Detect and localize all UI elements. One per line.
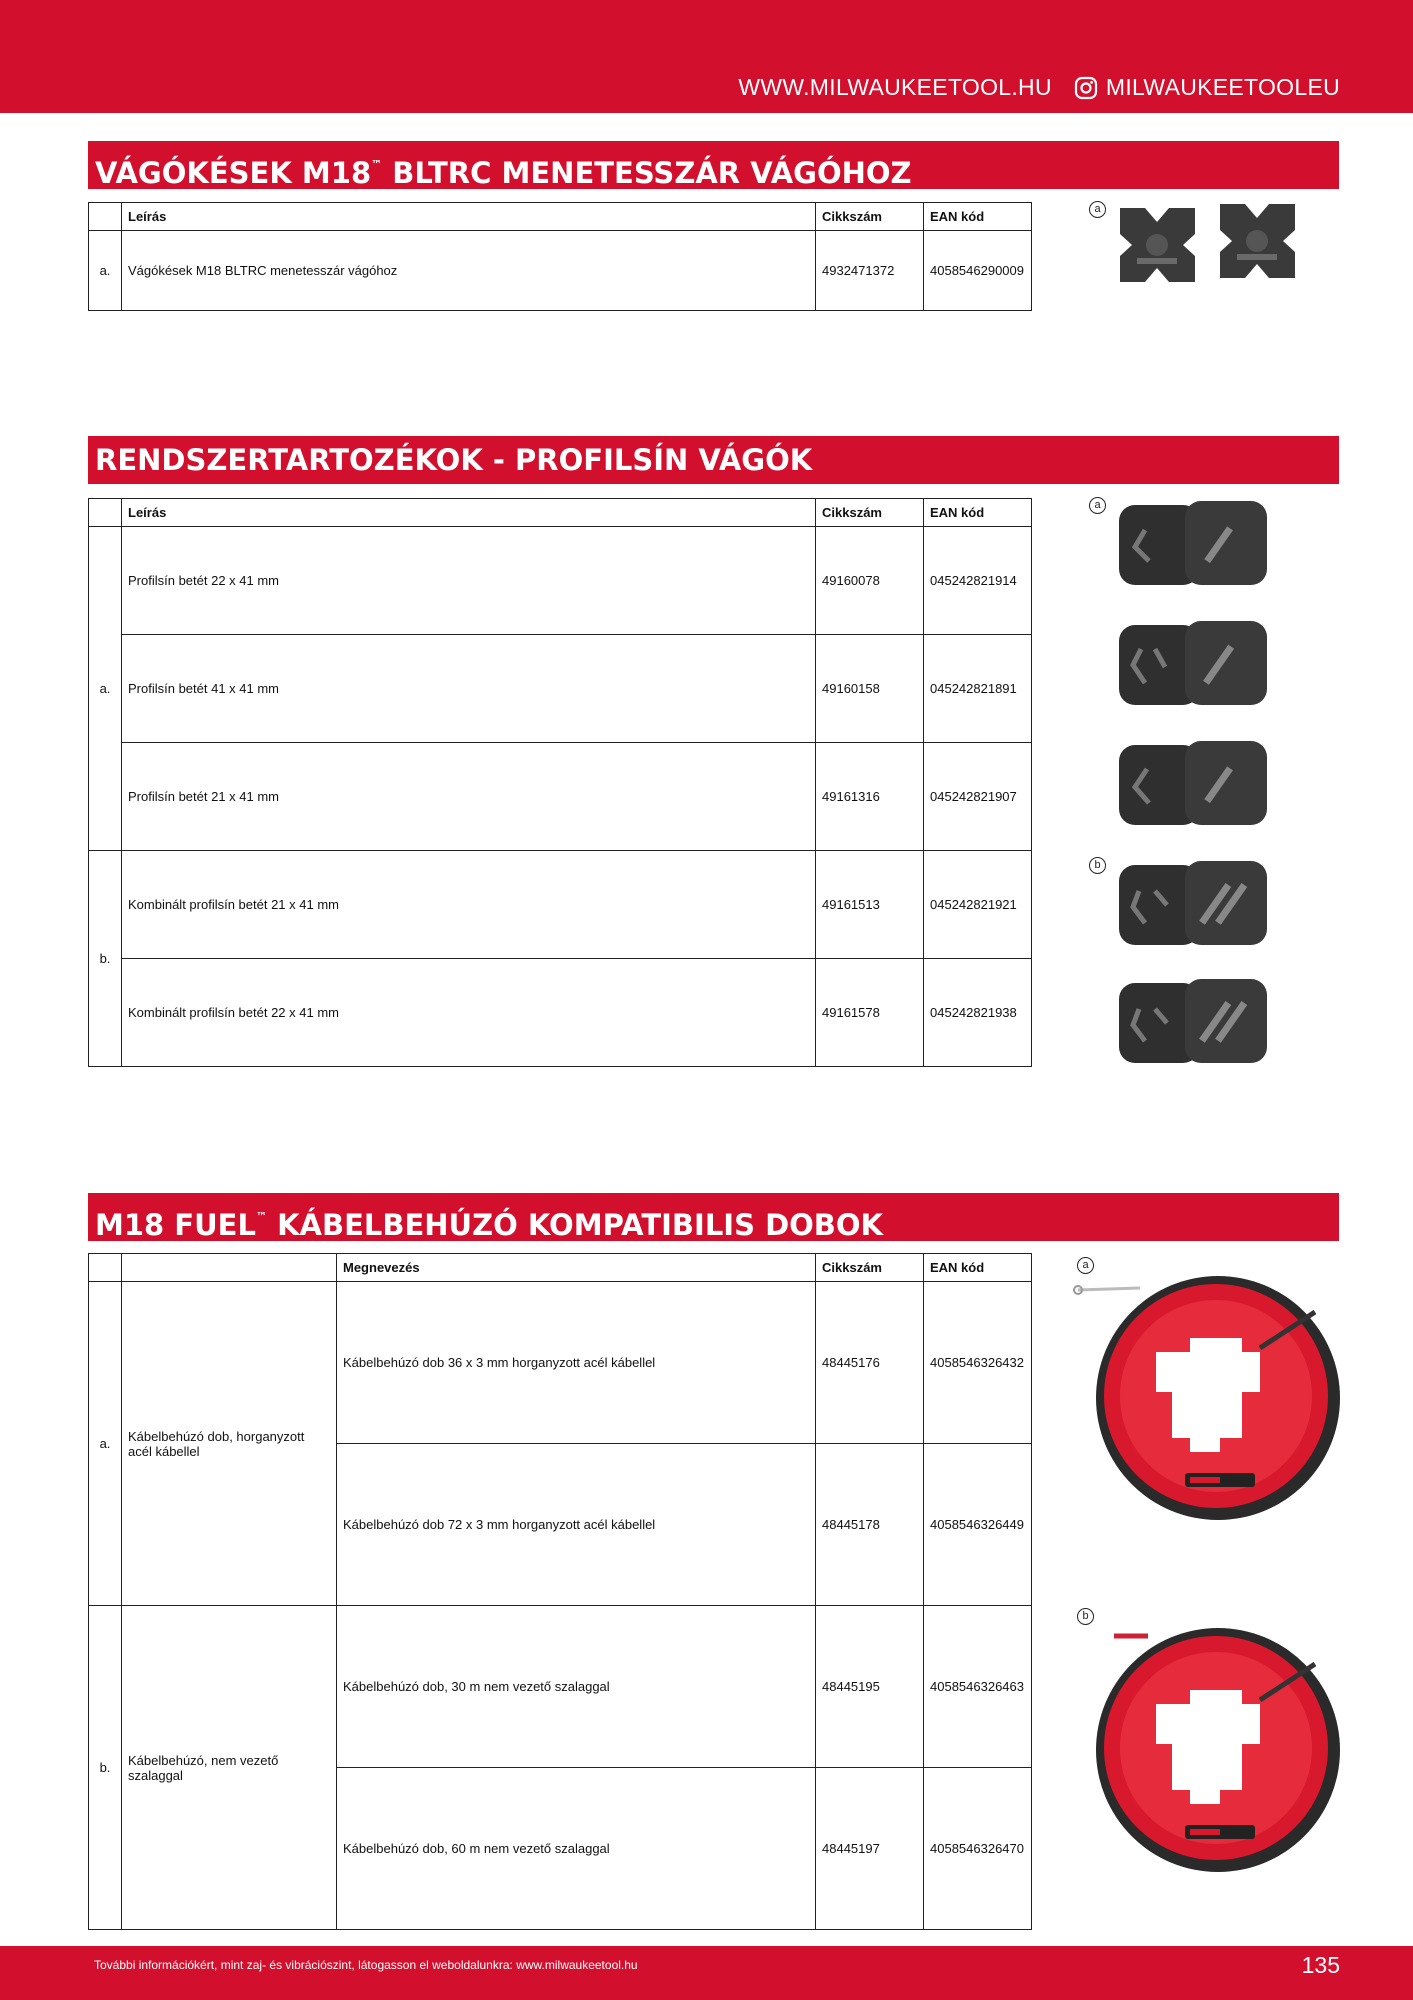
header-ean: EAN kód <box>924 1254 1032 1282</box>
trademark-mark: ™ <box>371 158 383 171</box>
header-item-number: Cikkszám <box>816 499 924 527</box>
image-tag-a: a <box>1089 497 1106 514</box>
cutters-table <box>88 202 1032 311</box>
row-name: Kábelbehúzó dob, 60 m nem vezető szalaggal <box>337 1768 816 1930</box>
table-row <box>89 527 1032 635</box>
row-ean: 045242821891 <box>924 635 1032 743</box>
strut-insert-image <box>1115 615 1275 715</box>
header-ean: EAN kód <box>924 499 1032 527</box>
table-row <box>89 635 1032 743</box>
header-group-cell <box>122 1254 337 1282</box>
row-ean: 045242821914 <box>924 527 1032 635</box>
steel-cable-drum-image <box>1070 1268 1340 1523</box>
website-link[interactable]: WWW.MILWAUKEETOOL.HU <box>738 74 1052 100</box>
row-item-number: 49160158 <box>816 635 924 743</box>
table-row <box>89 1606 1032 1768</box>
table-row <box>89 231 1032 311</box>
header-letter-cell <box>89 1254 122 1282</box>
table-row <box>89 743 1032 851</box>
header-item-number: Cikkszám <box>816 203 924 231</box>
image-tag-a: a <box>1077 1257 1094 1274</box>
row-ean: 4058546326463 <box>924 1606 1032 1768</box>
table-header-row <box>89 203 1032 231</box>
header-links <box>738 74 1340 101</box>
instagram-link[interactable] <box>1074 74 1340 101</box>
section3-title-part-a: M18 FUEL <box>95 1208 256 1241</box>
header-letter-cell <box>89 499 122 527</box>
row-letter: a. <box>89 231 122 311</box>
group-description: Kábelbehúzó dob, horganyzott acél kábellel <box>122 1282 337 1606</box>
row-name: Kábelbehúzó dob 36 x 3 mm horganyzott acél kábellel <box>337 1282 816 1444</box>
strut-cutters-table <box>88 498 1032 1067</box>
header-bar <box>0 0 1413 113</box>
section1-title-part-a: VÁGÓKÉSEK M18 <box>95 156 372 189</box>
instagram-handle: MILWAUKEETOOLEU <box>1105 74 1340 100</box>
trademark-mark: ™ <box>255 1210 267 1223</box>
table-header-row <box>89 1254 1032 1282</box>
group-letter: a. <box>89 527 122 851</box>
row-item-number: 49160078 <box>816 527 924 635</box>
row-ean: 4058546290009 <box>924 231 1032 311</box>
section3-title-part-b: KÁBELBEHÚZÓ KOMPATIBILIS DOBOK <box>266 1208 884 1241</box>
nonconductive-tape-drum-image <box>1070 1618 1340 1873</box>
image-tag-b: b <box>1077 1608 1094 1625</box>
combined-strut-insert-image <box>1115 973 1275 1073</box>
footer-info-text: További információkért, mint zaj- és vibrációszint, látogasson el weboldalunkra: www.milwaukeetool.hu <box>94 1958 638 1972</box>
header-description: Leírás <box>122 203 816 231</box>
row-description: Profilsín betét 22 x 41 mm <box>122 527 816 635</box>
row-item-number: 49161513 <box>816 851 924 959</box>
group-description: Kábelbehúzó, nem vezető szalaggal <box>122 1606 337 1930</box>
group-letter: a. <box>89 1282 122 1606</box>
row-ean: 045242821938 <box>924 959 1032 1067</box>
row-description: Profilsín betét 21 x 41 mm <box>122 743 816 851</box>
row-item-number: 49161578 <box>816 959 924 1067</box>
cutter-blades-image <box>1115 200 1335 290</box>
row-item-number: 48445178 <box>816 1444 924 1606</box>
group-letter: b. <box>89 851 122 1067</box>
section-title-cable-drums <box>88 1193 1339 1241</box>
row-description: Vágókések M18 BLTRC menetesszár vágóhoz <box>122 231 816 311</box>
header-item-number: Cikkszám <box>816 1254 924 1282</box>
row-description: Kombinált profilsín betét 21 x 41 mm <box>122 851 816 959</box>
header-description: Leírás <box>122 499 816 527</box>
row-ean: 4058546326470 <box>924 1768 1032 1930</box>
row-ean: 045242821921 <box>924 851 1032 959</box>
image-tag-b: b <box>1089 857 1106 874</box>
combined-strut-insert-image <box>1115 855 1275 955</box>
row-ean: 045242821907 <box>924 743 1032 851</box>
row-description: Profilsín betét 41 x 41 mm <box>122 635 816 743</box>
group-letter: b. <box>89 1606 122 1930</box>
row-description: Kombinált profilsín betét 22 x 41 mm <box>122 959 816 1067</box>
footer-bar <box>0 1946 1413 2000</box>
row-name: Kábelbehúzó dob 72 x 3 mm horganyzott acél kábellel <box>337 1444 816 1606</box>
header-letter-cell <box>89 203 122 231</box>
header-ean: EAN kód <box>924 203 1032 231</box>
row-item-number: 48445197 <box>816 1768 924 1930</box>
strut-insert-image <box>1115 495 1275 595</box>
page-number: 135 <box>1301 1952 1340 1978</box>
table-row <box>89 851 1032 959</box>
table-row <box>89 959 1032 1067</box>
header-name: Megnevezés <box>337 1254 816 1282</box>
row-ean: 4058546326449 <box>924 1444 1032 1606</box>
row-item-number: 4932471372 <box>816 231 924 311</box>
section-title-strut-cutters: RENDSZERTARTOZÉKOK - PROFILSÍN VÁGÓK <box>88 436 1339 484</box>
row-item-number: 49161316 <box>816 743 924 851</box>
image-tag-a: a <box>1089 201 1106 218</box>
section-title-cutters <box>88 141 1339 189</box>
strut-insert-image <box>1115 735 1275 835</box>
row-ean: 4058546326432 <box>924 1282 1032 1444</box>
section1-title-part-b: BLTRC MENETESSZÁR VÁGÓHOZ <box>382 156 912 189</box>
row-item-number: 48445195 <box>816 1606 924 1768</box>
instagram-icon <box>1074 76 1098 100</box>
row-item-number: 48445176 <box>816 1282 924 1444</box>
table-row <box>89 1282 1032 1444</box>
table-header-row <box>89 499 1032 527</box>
row-name: Kábelbehúzó dob, 30 m nem vezető szalaggal <box>337 1606 816 1768</box>
cable-drums-table <box>88 1253 1032 1930</box>
